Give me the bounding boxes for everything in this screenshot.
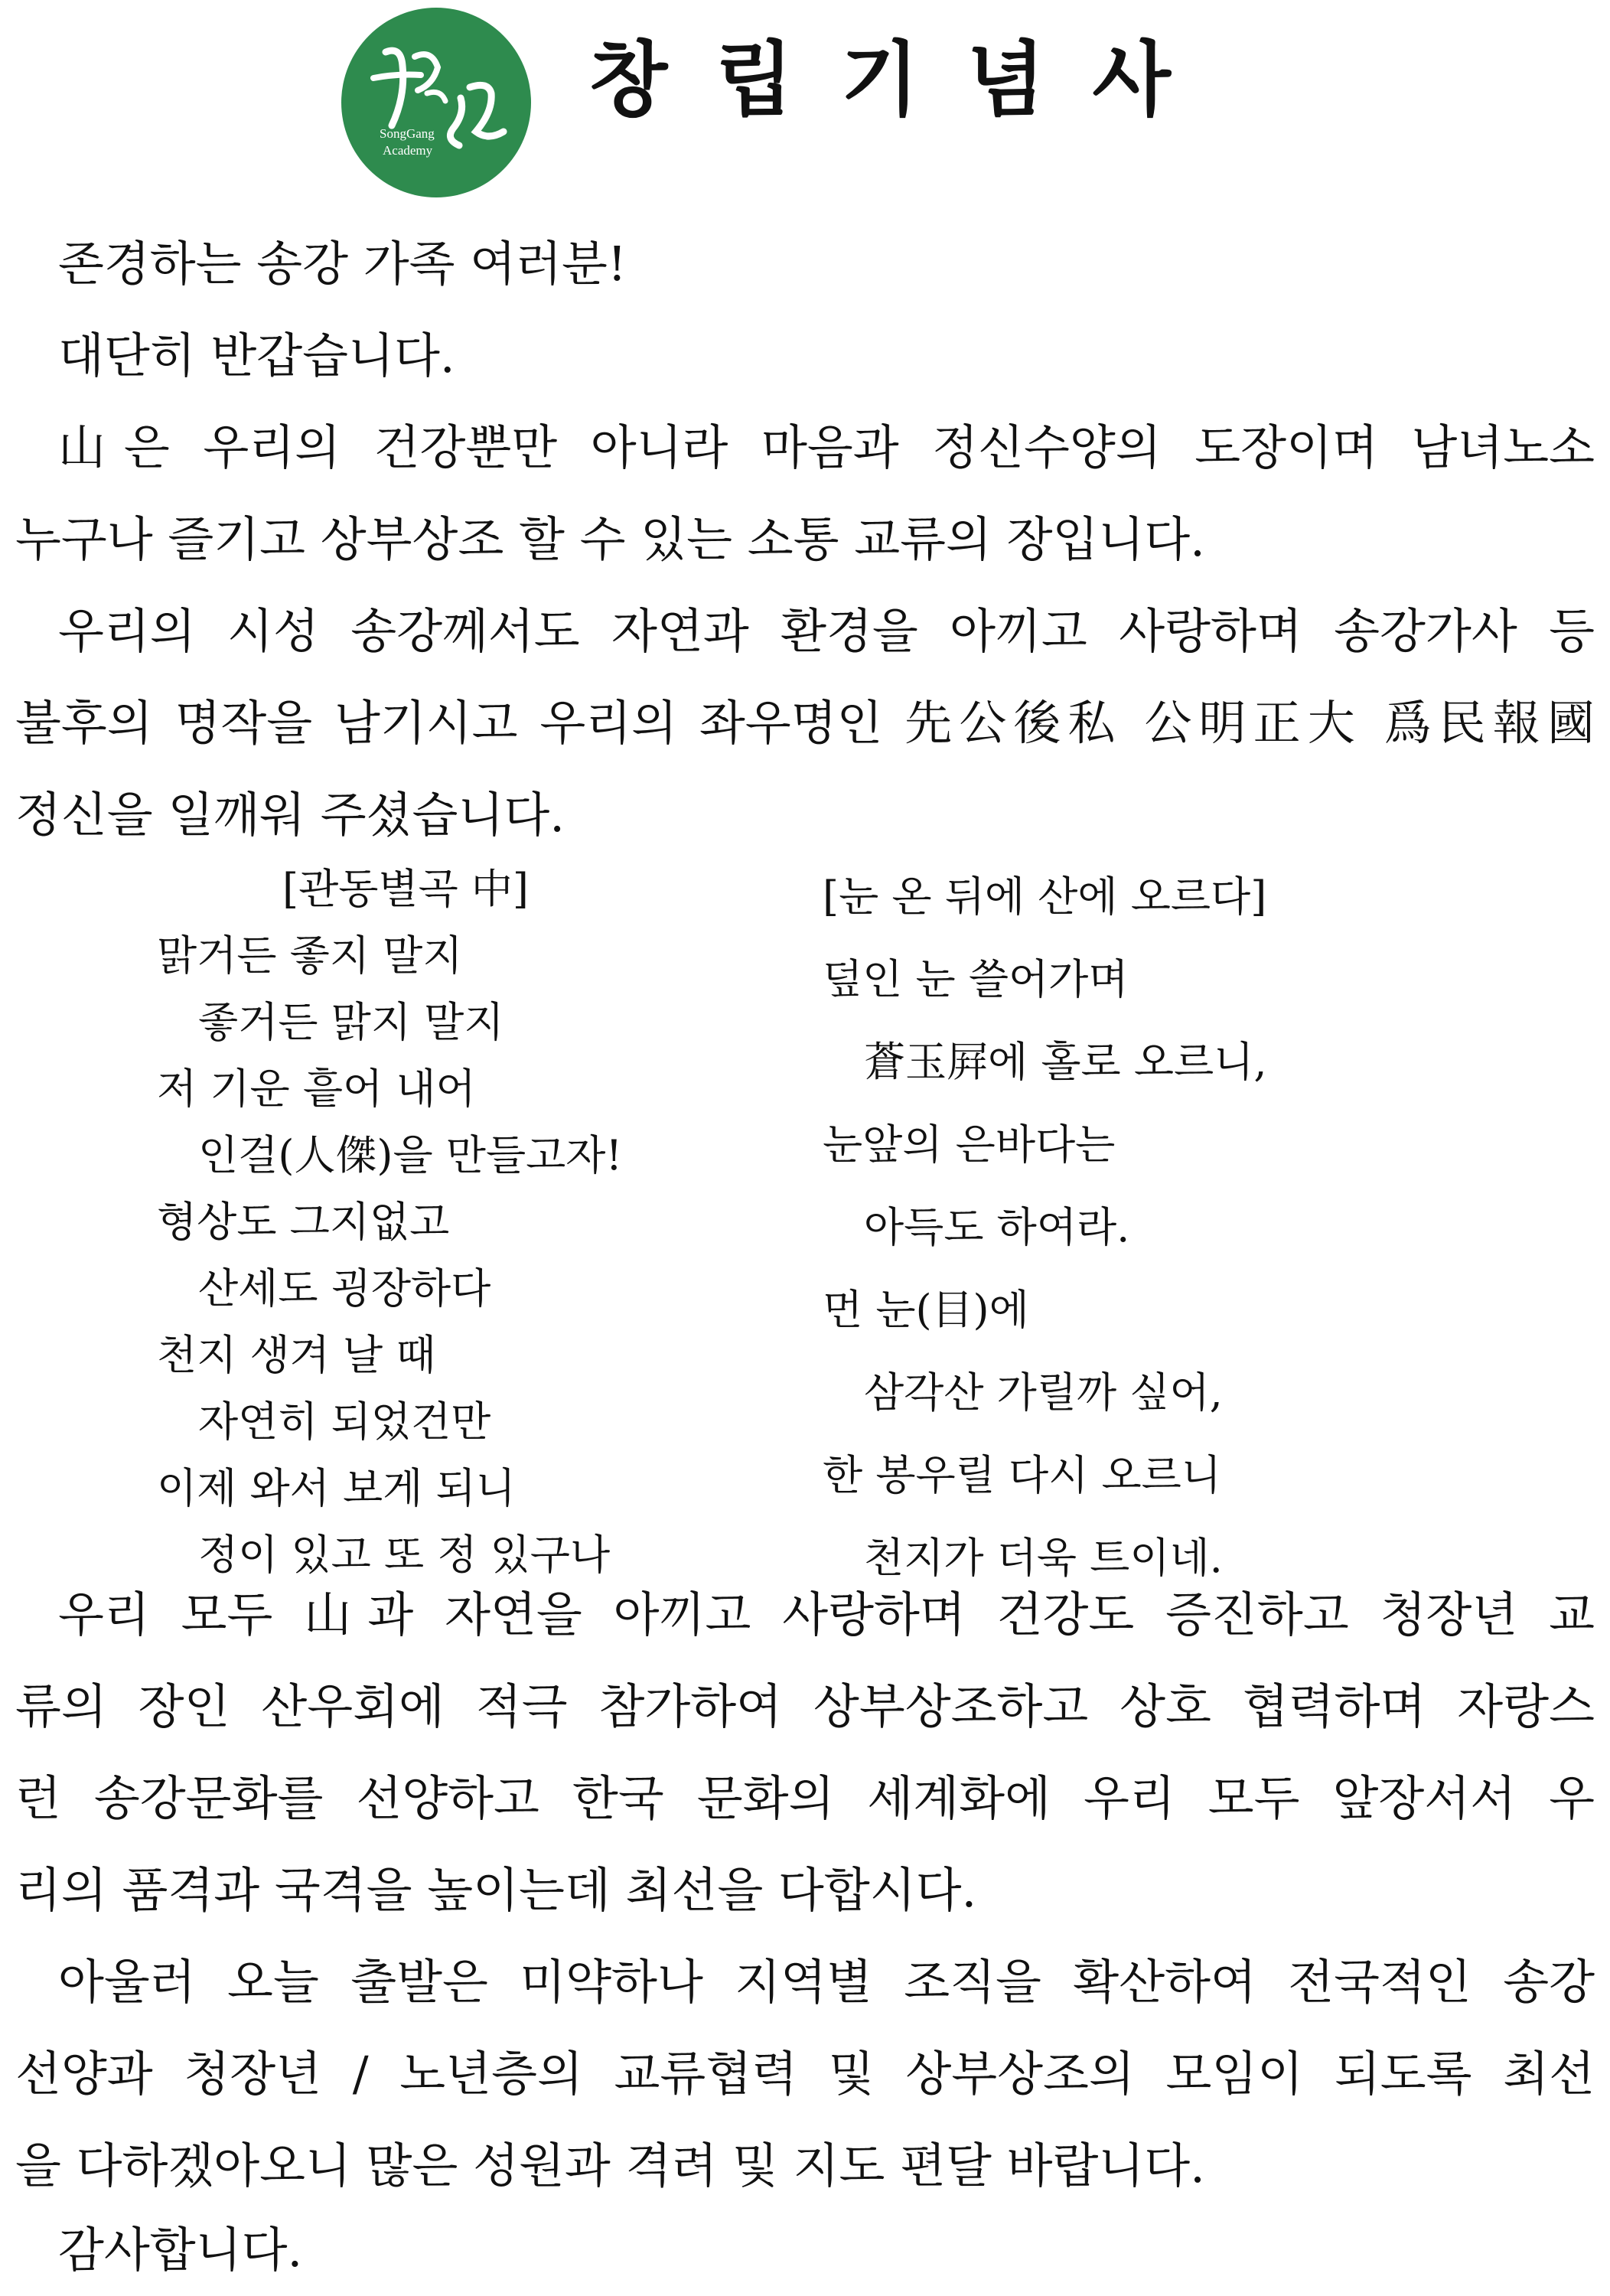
logo-text-1: SongGang xyxy=(380,126,435,141)
welcome-line: 대단히 반갑습니다. xyxy=(58,328,455,383)
intro-block xyxy=(15,218,1595,402)
poem-line: 형상도 그지없고 xyxy=(157,1198,450,1246)
poem-line: 맑거든 좋지 말지 xyxy=(157,931,463,980)
poem-right-title: [눈 온 뒤에 산에 오르다] xyxy=(823,872,1267,921)
poem-line: 산세도 굉장하다 xyxy=(198,1264,491,1313)
poem-line: 천지 생겨 날 때 xyxy=(157,1331,436,1379)
poem-left-title: [관동별곡 中] xyxy=(282,865,529,913)
paragraph-2 xyxy=(15,585,1595,861)
poem-line: 덮인 눈 쓸어가며 xyxy=(823,955,1129,1003)
logo-text-2: Academy xyxy=(383,143,433,158)
paragraph-line: 을 다하겠아오니 많은 성원과 격려 및 지도 편달 바랍니다. xyxy=(15,2138,1205,2193)
paragraph-line: 류의 장인 산우회에 적극 참가하여 상부상조하고 상호 협력하며 자랑스 xyxy=(15,1678,1595,1734)
poem-line: 한 봉우릴 다시 오르니 xyxy=(823,1451,1221,1499)
paragraph-line: 리의 품격과 국격을 높이는데 최선을 다합시다. xyxy=(15,1862,977,1918)
poem-line: 좋거든 맑지 말지 xyxy=(198,998,504,1046)
poem-line: 저 기운 흩어 내어 xyxy=(157,1065,476,1113)
poem-line: 蒼玉屛에 홀로 오르니, xyxy=(864,1038,1267,1086)
paragraph-line: 정신을 일깨워 주셨습니다. xyxy=(15,787,565,843)
poem-left xyxy=(157,856,654,1588)
paragraph-line: 런 송강문화를 선양하고 한국 문화의 세계화에 우리 모두 앞장서서 우 xyxy=(15,1770,1595,1826)
paragraph-line: 선양과 청장년 / 노년층의 교류협력 및 상부상조의 모임이 되도록 최선 xyxy=(15,2046,1595,2102)
paragraph-4 xyxy=(15,1936,1595,2212)
poem-line: 정이 있고 또 정 있구나 xyxy=(198,1531,611,1579)
closing-line: 감사합니다. xyxy=(58,2222,303,2278)
closing-block xyxy=(15,2204,1595,2296)
greeting-line: 존경하는 송강 가족 여러분! xyxy=(58,236,627,292)
paragraph-1 xyxy=(15,402,1595,585)
paragraph-line: 우리 모두 山과 자연을 아끼고 사랑하며 건강도 증진하고 청장년 교 xyxy=(58,1587,1595,1642)
paragraph-line: 아울러 오늘 출발은 미약하나 지역별 조직을 확산하여 전국적인 송강 xyxy=(58,1954,1595,2010)
poem-line: 천지가 더욱 트이네. xyxy=(864,1534,1223,1582)
paragraph-line: 불후의 명작을 남기시고 우리의 좌우명인 先公後私 公明正大 爲民報國 xyxy=(15,695,1595,751)
poem-right xyxy=(823,856,1511,1600)
poem-line: 자연히 되었건만 xyxy=(198,1397,491,1446)
poem-line: 삼각산 가릴까 싶어, xyxy=(864,1368,1223,1417)
paragraph-line: 山은 우리의 건강뿐만 아니라 마음과 정신수양의 도장이며 남녀노소 xyxy=(58,419,1595,475)
poem-line: 먼 눈(目)에 xyxy=(823,1286,1029,1334)
poem-line: 눈앞의 은바다는 xyxy=(823,1120,1116,1169)
paragraph-3 xyxy=(15,1569,1595,1936)
academy-logo xyxy=(341,8,531,197)
paragraph-line: 우리의 시성 송강께서도 자연과 환경을 아끼고 사랑하며 송강가사 등 xyxy=(58,603,1595,659)
page-title: 창립기념사 xyxy=(589,33,1218,127)
poem-line: 이제 와서 보게 되니 xyxy=(157,1464,516,1512)
poem-line: 아득도 하여라. xyxy=(864,1203,1130,1251)
logo-emblem-icon xyxy=(341,8,531,197)
paragraph-line: 누구나 즐기고 상부상조 할 수 있는 소통 교류의 장입니다. xyxy=(15,511,1205,567)
poem-line: 인걸(人傑)을 만들고자! xyxy=(198,1131,623,1179)
